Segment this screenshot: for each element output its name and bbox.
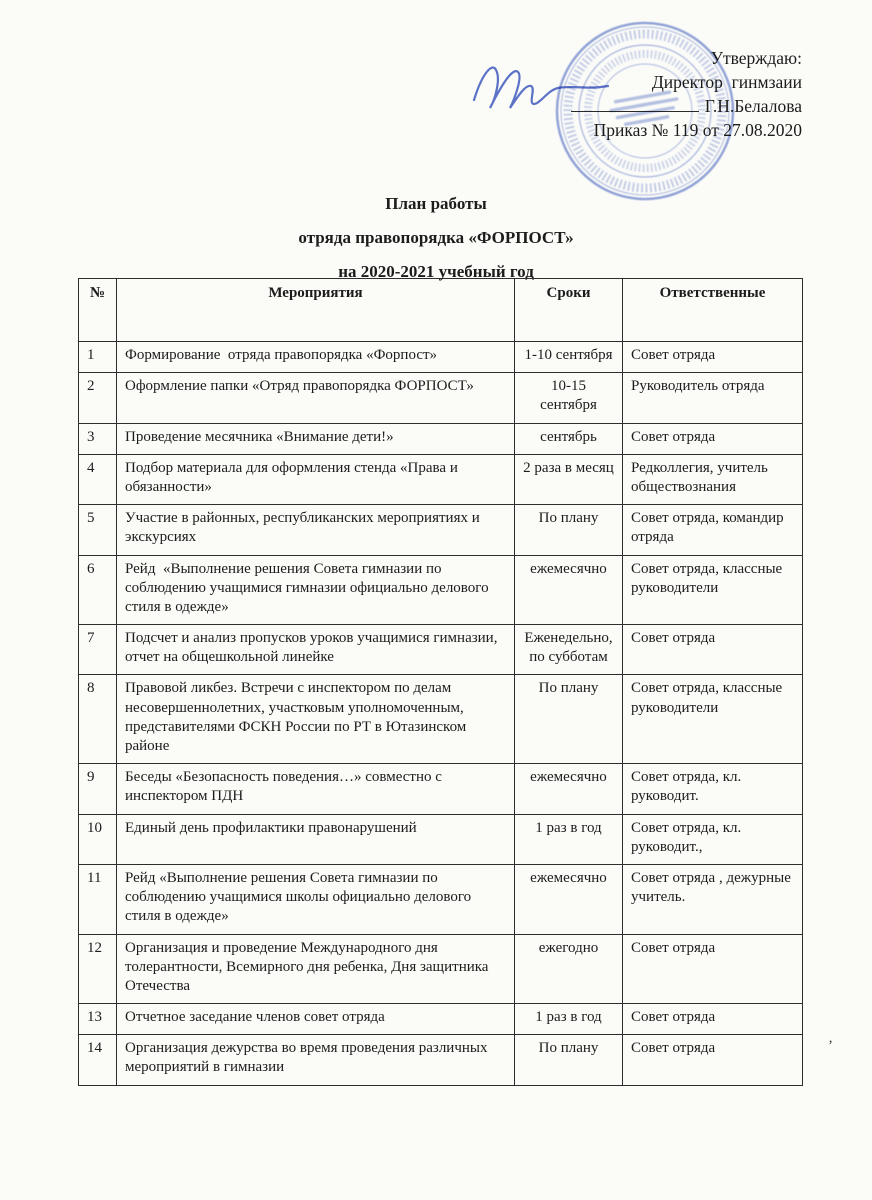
- table-row: [79, 675, 803, 764]
- row-number: 12: [79, 934, 117, 1004]
- row-activity: Организация и проведение Международного дня толерантности, Всемирного дня ребенка, Дня защитника Отечества: [117, 934, 515, 1004]
- row-number: 8: [79, 675, 117, 764]
- row-number: 14: [79, 1035, 117, 1085]
- row-responsible: Руководитель отряда: [623, 373, 803, 423]
- row-responsible: Совет отряда, кл. руководит.,: [623, 814, 803, 864]
- row-number: 9: [79, 764, 117, 814]
- row-dates: сентябрь: [515, 423, 623, 454]
- row-number: 1: [79, 342, 117, 373]
- row-dates: Еженедельно, по субботам: [515, 625, 623, 675]
- row-number: 6: [79, 555, 117, 625]
- row-dates: ежегодно: [515, 934, 623, 1004]
- row-number: 11: [79, 864, 117, 934]
- row-activity: Организация дежурства во время проведения различных мероприятий в гимназии: [117, 1035, 515, 1085]
- table-row: [79, 454, 803, 504]
- row-responsible: Редколлегия, учитель обществознания: [623, 454, 803, 504]
- row-activity: Оформление папки «Отряд правопорядка ФОРПОСТ»: [117, 373, 515, 423]
- row-responsible: Совет отряда: [623, 1035, 803, 1085]
- row-dates: По плану: [515, 675, 623, 764]
- work-plan-table: [78, 278, 803, 1086]
- header-number: №: [79, 279, 117, 342]
- director-name: Г.Н.Белалова: [704, 96, 802, 117]
- row-dates: 10-15 сентября: [515, 373, 623, 423]
- table-row: [79, 864, 803, 934]
- row-responsible: Совет отряда, командир отряда: [623, 505, 803, 555]
- row-number: 5: [79, 505, 117, 555]
- row-responsible: Совет отряда: [623, 934, 803, 1004]
- row-dates: ежемесячно: [515, 864, 623, 934]
- table-body: [79, 342, 803, 1086]
- header-responsible: Ответственные: [623, 279, 803, 342]
- scan-artifact-mark: ’: [828, 1038, 833, 1054]
- row-activity: Участие в районных, республиканских мероприятиях и экскурсиях: [117, 505, 515, 555]
- title-line-2: отряда правопорядка «ФОРПОСТ»: [298, 228, 574, 247]
- row-activity: Подсчет и анализ пропусков уроков учащимися гимназии, отчет на общешкольной линейке: [117, 625, 515, 675]
- row-responsible: Совет отряда: [623, 423, 803, 454]
- row-dates: 1-10 сентября: [515, 342, 623, 373]
- header-activities: Мероприятия: [117, 279, 515, 342]
- table-row: [79, 342, 803, 373]
- table-row: [79, 934, 803, 1004]
- row-dates: 2 раза в месяц: [515, 454, 623, 504]
- row-activity: Отчетное заседание членов совет отряда: [117, 1004, 515, 1035]
- title-line-3: на 2020-2021 учебный год: [338, 262, 534, 281]
- approval-order-line: Приказ № 119 от 27.08.2020: [593, 120, 802, 141]
- table-row: [79, 625, 803, 675]
- row-responsible: Совет отряда, классные руководители: [623, 555, 803, 625]
- row-number: 4: [79, 454, 117, 504]
- row-activity: Единый день профилактики правонарушений: [117, 814, 515, 864]
- row-number: 2: [79, 373, 117, 423]
- row-number: 7: [79, 625, 117, 675]
- row-number: 13: [79, 1004, 117, 1035]
- row-dates: По плану: [515, 1035, 623, 1085]
- row-dates: ежемесячно: [515, 764, 623, 814]
- table-row: [79, 1035, 803, 1085]
- header-dates: Сроки: [515, 279, 623, 342]
- row-dates: 1 раз в год: [515, 814, 623, 864]
- row-dates: По плану: [515, 505, 623, 555]
- table-row: [79, 423, 803, 454]
- row-responsible: Совет отряда, классные руководители: [623, 675, 803, 764]
- table-row: [79, 764, 803, 814]
- table-row: [79, 555, 803, 625]
- table-row: [79, 814, 803, 864]
- row-number: 3: [79, 423, 117, 454]
- row-dates: ежемесячно: [515, 555, 623, 625]
- table-row: [79, 505, 803, 555]
- row-number: 10: [79, 814, 117, 864]
- approval-director-line: Директор гинмзаии: [651, 72, 802, 93]
- row-activity: Рейд «Выполнение решения Совета гимназии по соблюдению учащимися гимназии официально делового стиля в одежде»: [117, 555, 515, 625]
- title-line-1: План работы: [385, 194, 487, 213]
- row-activity: Подбор материала для оформления стенда «Права и обязанности»: [117, 454, 515, 504]
- row-responsible: Совет отряда , дежурные учитель.: [623, 864, 803, 934]
- signature-scribble-icon: [468, 56, 618, 116]
- table-row: [79, 1004, 803, 1035]
- table-header: [79, 279, 803, 342]
- row-activity: Формирование отряда правопорядка «Форпост»: [117, 342, 515, 373]
- row-activity: Проведение месячника «Внимание дети!»: [117, 423, 515, 454]
- row-responsible: Совет отряда: [623, 625, 803, 675]
- row-activity: Беседы «Безопасность поведения…» совместно с инспектором ПДН: [117, 764, 515, 814]
- row-activity: Рейд «Выполнение решения Совета гимназии по соблюдению учащимися школы официально делового стиля в одежде»: [117, 864, 515, 934]
- table-row: [79, 373, 803, 423]
- row-dates: 1 раз в год: [515, 1004, 623, 1035]
- row-activity: Правовой ликбез. Встречи с инспектором по делам несовершеннолетних, участковым уполномоченным, представителями ФСКН России по РТ в Ютазинском районе: [117, 675, 515, 764]
- approval-approve-label: Утверждаю:: [710, 48, 802, 68]
- row-responsible: Совет отряда: [623, 342, 803, 373]
- row-responsible: Совет отряда: [623, 1004, 803, 1035]
- row-responsible: Совет отряда, кл. руководит.: [623, 764, 803, 814]
